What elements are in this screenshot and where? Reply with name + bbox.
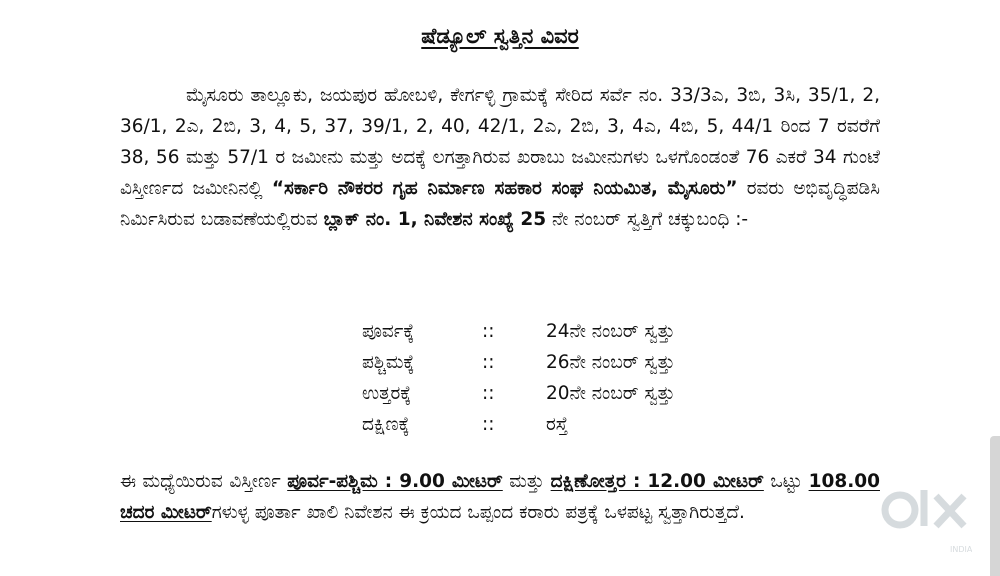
boundary-direction: ದಕ್ಷಿಣಕ್ಕೆ (362, 414, 410, 435)
boundary-value: ರಸ್ತೆ (546, 414, 568, 435)
boundary-row (362, 378, 675, 409)
boundary-separator: :: (482, 383, 495, 404)
para1-text-3: ನೇ ನಂಬರ್ ಸ್ವತ್ತಿಗೆ ಚಕ್ಕುಬಂಧಿ :- (546, 209, 749, 230)
olx-logo-icon (880, 474, 972, 560)
para2-text-4: ಗಳುಳ್ಳ ಪೂರ್ತಾ ಖಾಲಿ ನಿವೇಶನ ಈ ಕ್ರಯದ ಒಪ್ಪಂದ ಕರಾರು ಪತ್ರಕ್ಕೆ ಒಳಪಟ್ಟ ಸ್ವತ್ತಾಗಿರುತ್ತದೆ. (211, 502, 745, 523)
boundary-separator: :: (482, 414, 495, 435)
site-number-bold: ಬ್ಲಾಕ್ ನಂ. 1, ನಿವೇಶನ ಸಂಖ್ಯೆ 25 (323, 209, 547, 230)
boundary-direction: ಉತ್ತರಕ್ಕೆ (362, 383, 412, 404)
boundary-direction: ಪಶ್ಚಿಮಕ್ಕೆ (362, 352, 415, 373)
east-west-measure: ಪೂರ್ವ-ಪಶ್ಚಿಮ : 9.00 ಮೀಟರ್ (287, 471, 503, 492)
boundary-row (362, 316, 675, 347)
boundaries-table (362, 316, 675, 440)
para1-text-2: ರವರು ಅಭಿವೃದ್ಧಿಪಡಿಸಿ ನಿರ್ಮಿಸಿರುವ ಬಡಾವಣೆಯಲ್ಲಿರುವ (120, 178, 880, 230)
watermark-sub-text: INDIA (950, 545, 972, 554)
north-south-measure: ದಕ್ಷಿಣೋತ್ತರ : 12.00 ಮೀಟರ್ (550, 471, 764, 492)
boundary-value: 24ನೇ ನಂಬರ್ ಸ್ವತ್ತು (546, 321, 675, 342)
boundary-value: 20ನೇ ನಂಬರ್ ಸ್ವತ್ತು (546, 383, 675, 404)
boundary-row (362, 347, 675, 378)
para2-text-2: ಮತ್ತು (502, 471, 551, 492)
extent-paragraph (120, 466, 880, 528)
para2-text-1: ಈ ಮಧ್ಯೆಯಿರುವ ವಿಸ್ತೀರ್ಣ (120, 471, 288, 492)
para1-text-1: ಮೈಸೂರು ತಾಲ್ಲೂಕು, ಜಯಪುರ ಹೋಬಳಿ, ಕೇರ್ಗಳ್ಳಿ ಗ್ರಾಮಕ್ಕೆ ಸೇರಿದ ಸರ್ವೆ ನಂ. 33/3ಎ, 3ಬಿ, 3ಸಿ, 35/1, 2, 36/1, 2ಎ, 2ಬಿ, 3, 4, 5, 37, 39/1, 2, 40, 42/1, 2ಎ, 2ಬಿ, 3, 4ಎ, 4ಬಿ, 5, 44/1 ರಿಂದ 7 ರವರೆಗೆ 38, 56 ಮತ್ತು 57/1 ರ ಜಮೀನು ಮತ್ತು ಅದಕ್ಕೆ ಲಗತ್ತಾಗಿರುವ ಖರಾಬು ಜಮೀನುಗಳು ಒಳಗೊಂಡಂತೆ 76 ಎಕರೆ 34 ಗುಂಟೆ ವಿಸ್ತೀರ್ಣದ ಜಮೀನಿನಲ್ಲಿ (120, 85, 880, 199)
document-title: ಷೆಡ್ಯೂಲ್ ಸ್ವತ್ತಿನ ವಿವರ (421, 24, 579, 48)
society-name-bold: “ಸರ್ಕಾರಿ ನೌಕರರ ಗೃಹ ನಿರ್ಮಾಣ ಸಹಕಾರ ಸಂಘ ನಿಯಮಿತ, ಮೈಸೂರು” (271, 178, 738, 199)
boundary-value: 26ನೇ ನಂಬರ್ ಸ್ವತ್ತು (546, 352, 675, 373)
total-area-measure: 108.00 ಚದರ ಮೀಟರ್ (120, 471, 880, 523)
boundary-separator: :: (482, 352, 495, 373)
boundary-row (362, 409, 675, 440)
boundary-direction: ಪೂರ್ವಕ್ಕೆ (362, 321, 415, 342)
boundary-separator: :: (482, 321, 495, 342)
schedule-paragraph (120, 80, 880, 235)
scrollbar-thumb[interactable] (990, 436, 1000, 576)
para2-text-3: ಒಟ್ಟು (763, 471, 809, 492)
